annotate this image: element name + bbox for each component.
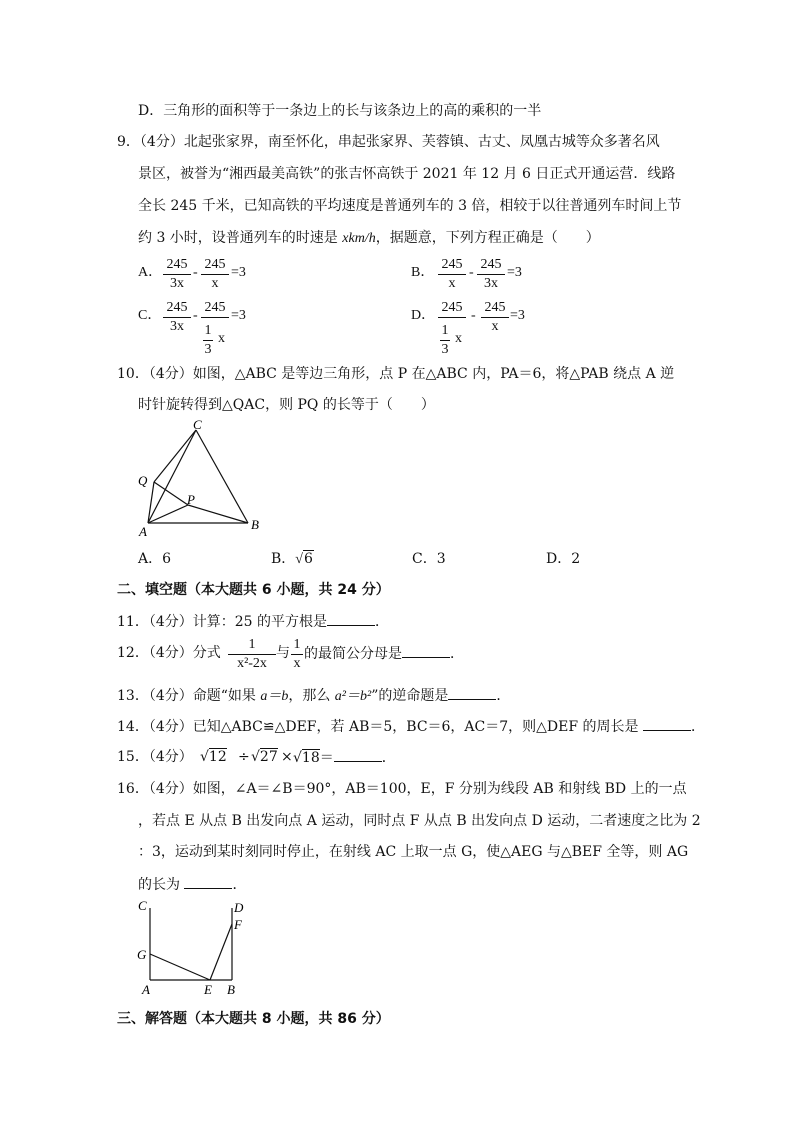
label-e: E <box>204 982 212 997</box>
label-c: C <box>193 418 202 432</box>
q8-option-d: D．三角形的面积等于一条边上的长与该条边上的高的乘积的一半 <box>138 103 542 119</box>
label-f: F <box>234 917 242 932</box>
answer-blank[interactable] <box>448 685 496 700</box>
q9-line1: 9．（4分）北起张家界，南至怀化，串起张家界、芙蓉镇、古丈、凤凰古城等众多著名风 <box>117 134 660 150</box>
q16-figure <box>130 896 255 1000</box>
q10-option-d[interactable]: D．2 <box>546 551 581 567</box>
q13: 13．（4分）命题“如果 a＝b，那么 a²＝b²”的逆命题是 ． <box>117 685 510 707</box>
fraction: 245 <box>438 300 466 336</box>
label-g: G <box>137 947 147 962</box>
inner-fraction: 1 3 <box>204 323 212 357</box>
label-a: A <box>139 524 147 539</box>
fraction: 1 x²-2x <box>228 637 276 673</box>
q9-line4: 约 3 小时，设普通列车的时速是 xkm/h，据题意，下列方程正确是（ ） <box>138 230 600 246</box>
label-p: P <box>187 492 195 507</box>
fraction: 245 x <box>438 257 466 293</box>
fraction: 245 3x <box>163 300 191 336</box>
q10-line2: 时针旋转得到△QAC，则 PQ 的长等于（ ） <box>138 397 435 413</box>
q10-option-a[interactable]: A．6 <box>138 551 172 567</box>
label-b: B <box>251 517 259 532</box>
answer-blank[interactable] <box>327 611 375 626</box>
fraction: 245 3x <box>163 257 191 293</box>
section-heading-solutions: 三、解答题（本大题共 8 小题，共 86 分） <box>117 1011 390 1027</box>
q14: 14．（4分）已知△ABC≌△DEF，若 AB＝5，BC＝6，AC＝7，则△DEF 的周长是 ． <box>117 716 705 737</box>
label-b: B <box>227 982 235 997</box>
fraction: 245 x <box>481 300 509 336</box>
label-c: C <box>138 898 147 913</box>
section-heading-fill-in: 二、填空题（本大题共 6 小题，共 24 分） <box>117 582 390 598</box>
q16-line3: ：3，运动到某时刻同时停止，在射线 AC 上取一点 G，使△AEG 与△BEF 全等，则 AG <box>138 844 689 860</box>
q16-line1: 16．（4分）如图，∠A＝∠B＝90°，AB＝100，E，F 分别为线段 AB 和射线 BD 上的一点 <box>117 781 687 797</box>
answer-blank[interactable] <box>643 716 691 731</box>
answer-blank[interactable] <box>334 747 382 762</box>
answer-blank[interactable] <box>184 874 232 889</box>
q10-triangle-figure <box>130 418 270 543</box>
q9-line3: 全长 245 千米，已知高铁的平均速度是普通列车的 3 倍，相较于以往普通列车时间上节 <box>138 198 682 214</box>
q16-line4: 的长为 ． <box>138 874 246 895</box>
q10-option-c[interactable]: C．3 <box>412 551 446 567</box>
fraction: 245 3x <box>477 257 505 293</box>
answer-blank[interactable] <box>402 643 450 658</box>
fraction: 1 x <box>291 637 303 673</box>
label-q: Q <box>138 473 148 488</box>
fraction: 245 x <box>201 257 229 293</box>
q9-line2: 景区，被誉为“湘西最美高铁”的张吉怀高铁于 2021 年 12 月 6 日正式开通运营．线路 <box>138 166 676 182</box>
q11: 11．（4分）计算：25 的平方根是 ． <box>117 611 389 632</box>
q16-line2: ，若点 E 从点 B 出发向点 A 运动，同时点 F 从点 B 出发向点 D 运动，二者速度之比为 2 <box>138 813 701 829</box>
label-d: D <box>234 900 244 915</box>
label-a: A <box>142 982 150 997</box>
q10-line1: 10．（4分）如图，△ABC 是等边三角形，点 P 在△ABC 内，PA＝6，将△PAB 绕点 A 逆 <box>117 366 675 382</box>
inner-fraction: 1 3 <box>441 323 449 357</box>
fraction: 245 <box>201 300 229 336</box>
q10-option-b[interactable]: B．√6 <box>271 551 313 567</box>
